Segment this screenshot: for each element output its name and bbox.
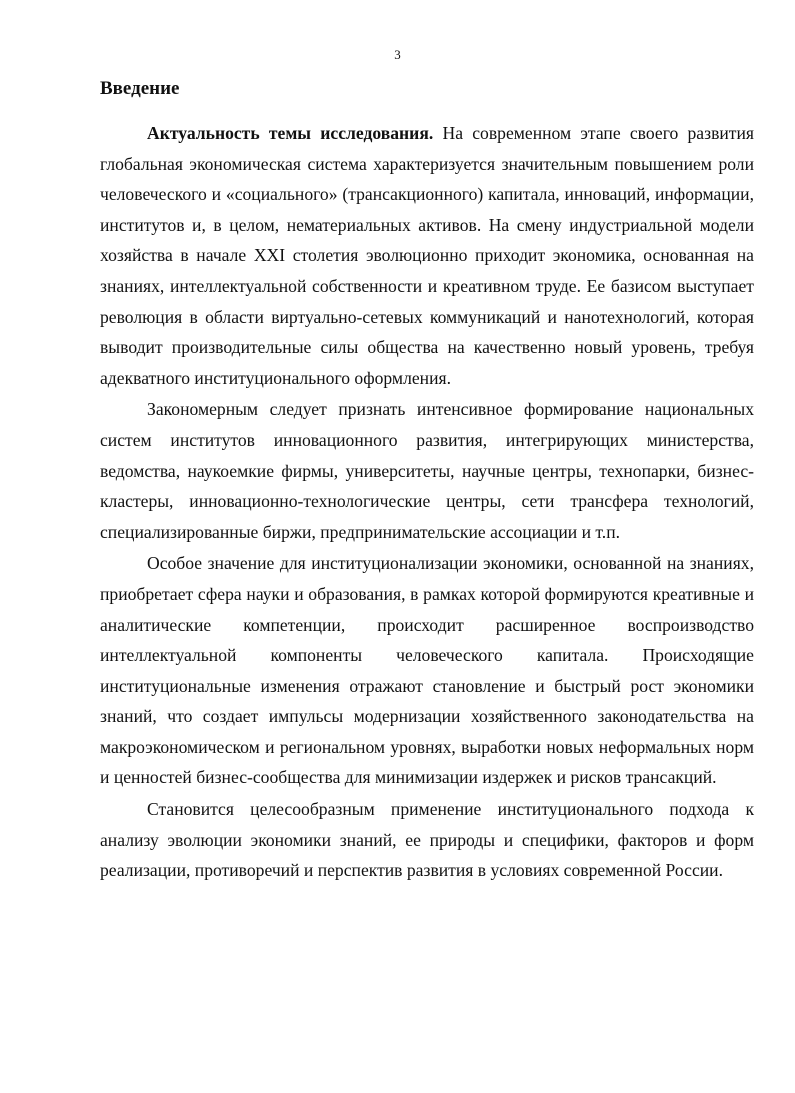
paragraph-text: На современном этапе своего развития глобальная экономическая система характеризуется значительным повышением роли человеческого и «социального» (трансакционного) капитала, инноваций, информации, институтов и, в целом, нематериальных активов. На смену индустриальной модели хозяйства в начале XXI столетия эволюционно приходит экономика, основанная на знаниях, интеллектуальной собственности и креативном труде. Ее базисом выступает революция в области виртуально-сетевых коммуникаций и нанотехнологий, которая выводит производительные силы общества на качественно новый уровень, требуя адекватного институционального оформления. xyxy=(100,123,754,388)
document-body xyxy=(100,118,754,887)
paragraph-lead: Актуальность темы исследования. xyxy=(147,123,434,143)
paragraph-institutions: Закономерным следует признать интенсивное формирование национальных систем институтов инновационного развития, интегрирующих министерства, ведомства, наукоемкие фирмы, университеты, научные центры, технопарки, бизнес-кластеры, инновационно-технологические центры, сети трансфера технологий, специализированные биржи, предпринимательские ассоциации и т.п. xyxy=(100,399,754,542)
page-number: 3 xyxy=(394,47,401,62)
paragraph-relevance xyxy=(100,118,754,393)
paragraph-approach: Становится целесообразным применение институционального подхода к анализу эволюции экономики знаний, ее природы и специфики, факторов и форм реализации, противоречий и перспектив развития в условиях современной России. xyxy=(100,799,754,881)
section-heading: Введение xyxy=(100,78,180,99)
paragraph-science-education: Особое значение для институционализации экономики, основанной на знаниях, приобретает сфера науки и образования, в рамках которой формируются креативные и аналитические компетенции, происходит расширенное воспроизводство интеллектуальной компоненты человеческого капитала. Происходящие институциональные изменения отражают становление и быстрый рост экономики знаний, что создает импульсы модернизации хозяйственного законодательства на макроэкономическом и региональном уровнях, выработки новых неформальных норм и ценностей бизнес-сообщества для минимизации издержек и рисков трансакций. xyxy=(100,553,754,788)
